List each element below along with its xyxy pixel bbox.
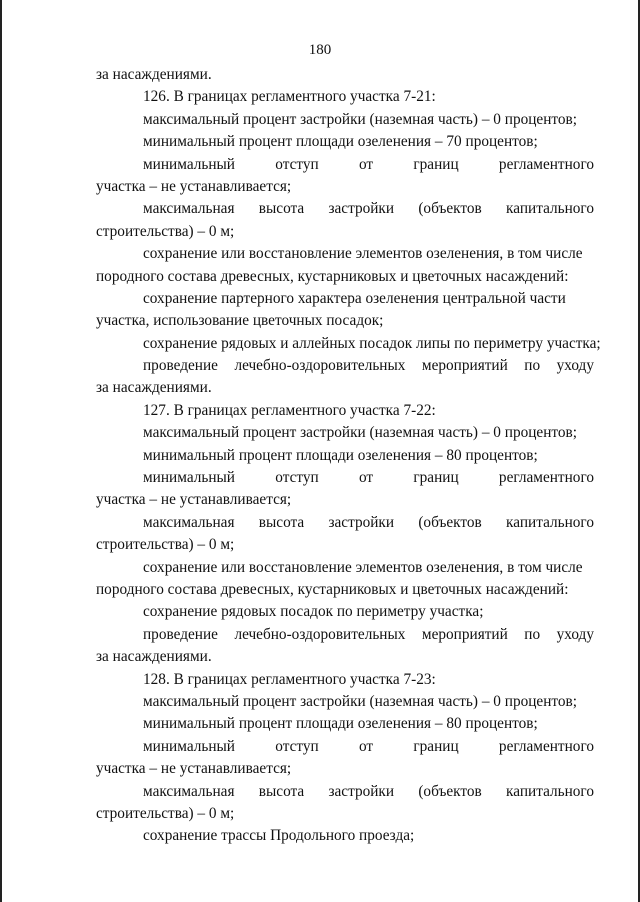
text-line [96,624,594,646]
text-line: строительства) – 0 м; [96,222,235,240]
text-line: максимальный процент застройки (наземная часть) – 0 процентов; [143,424,578,442]
text-word: от [358,155,374,173]
text-word: капитального [506,782,594,800]
text-line: за насаждениями. [96,648,212,666]
text-word: проведение [143,357,218,375]
text-word: лечебно-оздоровительных [234,357,406,375]
text-word: проведение [143,625,218,643]
text-word: застройки [328,200,395,218]
text-line: сохранение рядовых и аллейных посадок липы по периметру участка; [143,334,601,352]
text-word: (объектов [418,782,482,800]
text-line: минимальный процент площади озеленения – 80 процентов; [143,715,538,733]
text-word: минимальный [143,469,235,487]
text-word: уходу [556,357,594,375]
text-word: границ [413,737,459,755]
text-word: максимальная [143,513,235,531]
text-word: максимальная [143,200,235,218]
text-line: сохранение или восстановление элементов озеленения, в том числе [143,558,583,576]
text-word: границ [413,155,459,173]
text-line: участка, использование цветочных посадок; [96,312,384,330]
text-word: капитального [506,513,594,531]
text-word: от [358,737,374,755]
text-word: по [524,625,541,643]
text-line: минимальный процент площади озеленения – 70 процентов; [143,133,538,151]
text-line: минимальный процент площади озеленения – 80 процентов; [143,446,538,464]
text-line: сохранение трассы Продольного проезда; [143,827,415,845]
text-word: мероприятий [421,625,508,643]
text-word: отступ [275,737,319,755]
text-line: за насаждениями. [96,66,212,83]
text-word: регламентного [498,155,594,173]
text-line: 127. В границах регламентного участка 7-22: [143,401,436,419]
text-word: застройки [328,513,395,531]
text-line: максимальный процент застройки (наземная часть) – 0 процентов; [143,692,578,710]
text-word: (объектов [418,513,482,531]
text-word: от [358,469,374,487]
text-word: мероприятий [421,357,508,375]
text-word: лечебно-оздоровительных [234,625,406,643]
text-line: сохранение рядовых посадок по периметру участка; [143,603,484,621]
text-word: капитального [506,200,594,218]
text-line: сохранение партерного характера озеленения центральной части [143,289,566,307]
text-line [96,512,594,534]
text-word: минимальный [143,737,235,755]
text-line: участка – не устанавливается; [96,760,292,778]
text-word: минимальный [143,155,235,173]
text-line: строительства) – 0 м; [96,804,235,822]
text-line [96,467,594,489]
text-word: отступ [275,469,319,487]
text-word: регламентного [498,737,594,755]
text-line: участка – не устанавливается; [96,491,292,509]
text-line [96,355,594,377]
text-line: за насаждениями. [96,379,212,397]
document-body [96,64,601,848]
text-word: высота [258,782,305,800]
text-line: максимальный процент застройки (наземная часть) – 0 процентов; [143,110,578,128]
text-word: высота [258,513,305,531]
text-line: сохранение или восстановление элементов озеленения, в том числе [143,245,583,263]
text-word: по [524,357,541,375]
text-line [96,154,594,176]
text-line: 128. В границах регламентного участка 7-23: [143,670,436,688]
text-line [96,198,594,220]
text-word: уходу [556,625,594,643]
text-word: максимальная [143,782,235,800]
text-word: отступ [275,155,319,173]
text-line [96,781,594,803]
text-word: регламентного [498,469,594,487]
text-line [96,736,594,758]
text-line: 126. В границах регламентного участка 7-21: [143,88,436,106]
text-word: (объектов [418,200,482,218]
text-word: застройки [328,782,395,800]
text-word: границ [413,469,459,487]
text-word: высота [258,200,305,218]
text-line: строительства) – 0 м; [96,536,235,554]
text-line: участка – не устанавливается; [96,177,292,195]
page-number: 180 [308,42,332,58]
text-line: породного состава древесных, кустарниковых и цветочных насаждений: [96,580,569,598]
text-line: породного состава древесных, кустарниковых и цветочных насаждений: [96,267,569,285]
